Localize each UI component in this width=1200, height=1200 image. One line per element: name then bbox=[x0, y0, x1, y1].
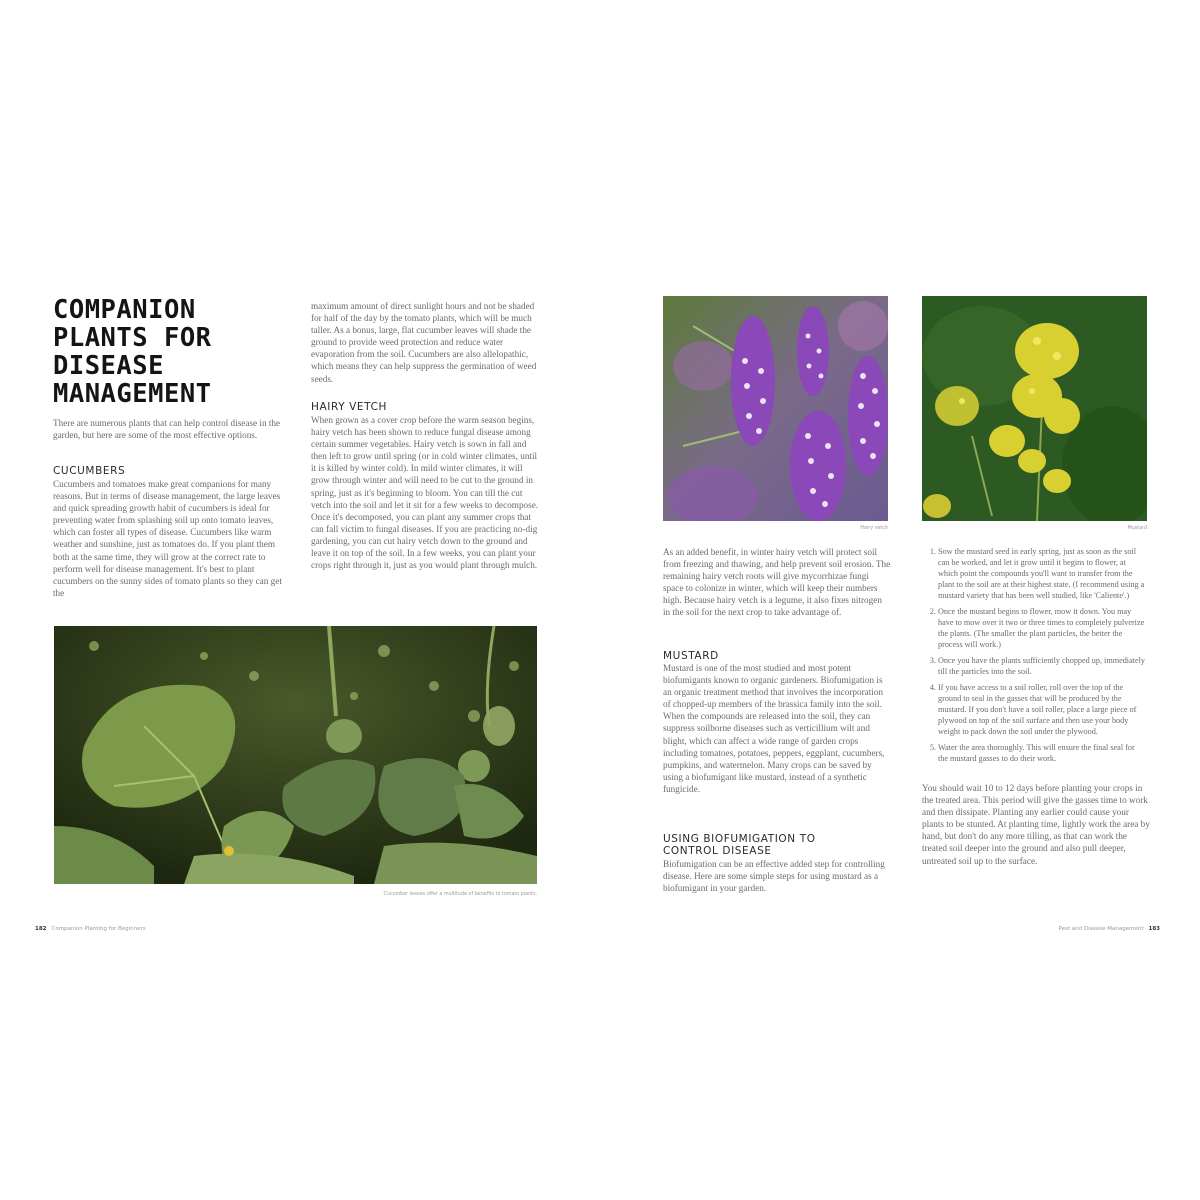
steps-list bbox=[924, 546, 1146, 769]
closing-paragraph: You should wait 10 to 12 days before planting your crops in the treated area. This period will give the gasses time to work and then dissipate. Planting any earlier could cause your plants to be stunted. At planting time, lightly work the area by hand, but don't do any more tilling, as that can work the treated soil deeper into the ground and also pull deeper, untreated soil up to the surface. bbox=[922, 783, 1150, 866]
purple-flowers-illustration bbox=[663, 296, 888, 521]
step-item: 5. Water the area thoroughly. This will ensure the final seal for the mustard gasses to do their work. bbox=[938, 742, 1146, 764]
biofumigation-paragraph: Biofumigation can be an effective added step for controlling disease. Here are some simple steps for using mustard as a biofumigant in your garden. bbox=[663, 859, 885, 894]
step-item: 3. Once you have the plants sufficiently chopped up, immediately till the particles into the soil. bbox=[938, 655, 1146, 677]
heading-line: CONTROL DISEASE bbox=[663, 845, 772, 857]
vetch-photo-caption: Hairy vetch bbox=[860, 526, 888, 531]
mustard-paragraph: Mustard is one of the most studied and most potent biofumigants known to organic gardeners. Biofumigation is an organic treatment method that involves the incorporation of chopped-up members of the brassica family into the soil. When the compounds are released into the soil, they can suppress soilborne diseases such as verticillium wilt and blight, which can affect a wide range of garden crops including tomatoes, potatoes, peppers, eggplant, cucumbers, pumpkins, and watermelon. Many crops can be saved by using a biofumigant like mustard, instead of a synthetic fungicide. bbox=[663, 663, 885, 794]
hairy-vetch-photo bbox=[663, 296, 888, 521]
hairy-vetch-paragraph: When grown as a cover crop before the warm season begins, hairy vetch has been shown to reduce fungal disease among certain summer vegetables. Hairy vetch is sown in fall and then left to grow until spring (or in cold winter climates, until it is killed by winter cold). In mild winter climates, it will grow through winter and will need to be cut to the ground in spring, just as it's beginning to bloom. You can till the cut vetch into the soil and let it sit for a few weeks to decompose. Once it's decomposed, you can plant any summer crops that can fall victim to fungal diseases. If you are practicing no-dig gardening, you can cut hairy vetch down to the ground and leave it on top of the soil. In a few weeks, you can plant your crops right through it, just as you would plant through mulch. bbox=[311, 415, 539, 571]
photo-caption: Cucumber leaves offer a multitude of benefits to tomato plants. bbox=[383, 892, 537, 897]
mustard-photo bbox=[922, 296, 1147, 521]
cucumbers-continued-paragraph: maximum amount of direct sunlight hours and not be shaded for half of the day by the tomato plants, which will be much taller. As a bonus, large, flat cucumber leaves will shade the ground to provide weed protection and reduce water evaporation from the soil. Cucumbers are also allelopathic, which means they can help suppress the germination of weed seeds. bbox=[311, 301, 537, 384]
title-line: PLANTS FOR bbox=[53, 323, 212, 353]
mustard-photo-caption: Mustard bbox=[1127, 526, 1147, 531]
running-head: Companion Planting for Beginners bbox=[51, 926, 146, 932]
heading-line: USING BIOFUMIGATION TO bbox=[663, 833, 816, 845]
heading-hairy-vetch: HAIRY VETCH bbox=[311, 401, 387, 413]
step-item: 1. Sow the mustard seed in early spring, just as soon as the soil can be worked, and let it grow until it begins to flower, at which point the compounds you'll want to transfer from the plant to the soil are at their highest state. (I recommend using a mustard variety that has been well studied, like 'Caliente'.) bbox=[938, 546, 1146, 601]
page-title bbox=[53, 296, 293, 408]
left-folio bbox=[35, 926, 146, 932]
heading-mustard: MUSTARD bbox=[663, 650, 719, 662]
heading-biofumigation bbox=[663, 833, 816, 857]
title-line: MANAGEMENT bbox=[53, 379, 212, 409]
step-item: 4. If you have access to a soil roller, roll over the top of the ground to seal in the gasses that will be produced by the mustard. If you don't have a soil roller, place a large piece of plywood on top of the soil surface and then use your body weight to pack down the soil under the plywood. bbox=[938, 682, 1146, 737]
cucumber-photo bbox=[54, 626, 537, 884]
yellow-mustard-flowers-illustration bbox=[922, 296, 1147, 521]
page-number: 183 bbox=[1148, 926, 1160, 932]
title-line: COMPANION bbox=[53, 295, 196, 325]
cucumber-leaves-illustration bbox=[54, 626, 537, 884]
page-number: 182 bbox=[35, 926, 47, 932]
cucumbers-paragraph: Cucumbers and tomatoes make great companions for many reasons. But in terms of disease management, the large leaves and quick spreading growth habit of cucumbers is ideal for preventing water from splashing soil up onto tomato leaves, which can foster all types of disease. Cucumbers like warm weather and sunshine, just as tomatoes do. If you plant them both at the same time, they will grow at the correct rate to perform well for disease management. It's best to plant cucumbers on the sunny sides of tomato plants so they can get the bbox=[53, 479, 282, 598]
right-folio bbox=[1000, 926, 1160, 932]
heading-cucumbers: CUCUMBERS bbox=[53, 465, 126, 477]
running-head: Pest and Disease Management bbox=[1058, 926, 1144, 932]
step-item: 2. Once the mustard begins to flower, mow it down. You may have to mow over it two or three times to completely pulverize the plants. (The smaller the plant particles, the better the process will work.) bbox=[938, 606, 1146, 650]
title-line: DISEASE bbox=[53, 351, 164, 381]
intro-paragraph: There are numerous plants that can help control disease in the garden, but here are some of the most effective options. bbox=[53, 418, 281, 441]
vetch-continued-paragraph: As an added benefit, in winter hairy vetch will protect soil from freezing and thawing, and help prevent soil erosion. The remaining hairy vetch roots will give mycorrhizae fungi space to colonize in winter, which will keep their numbers high. Because hairy vetch is a legume, it also fixes nitrogen in the soil for the next crop to take advantage of. bbox=[663, 547, 891, 618]
